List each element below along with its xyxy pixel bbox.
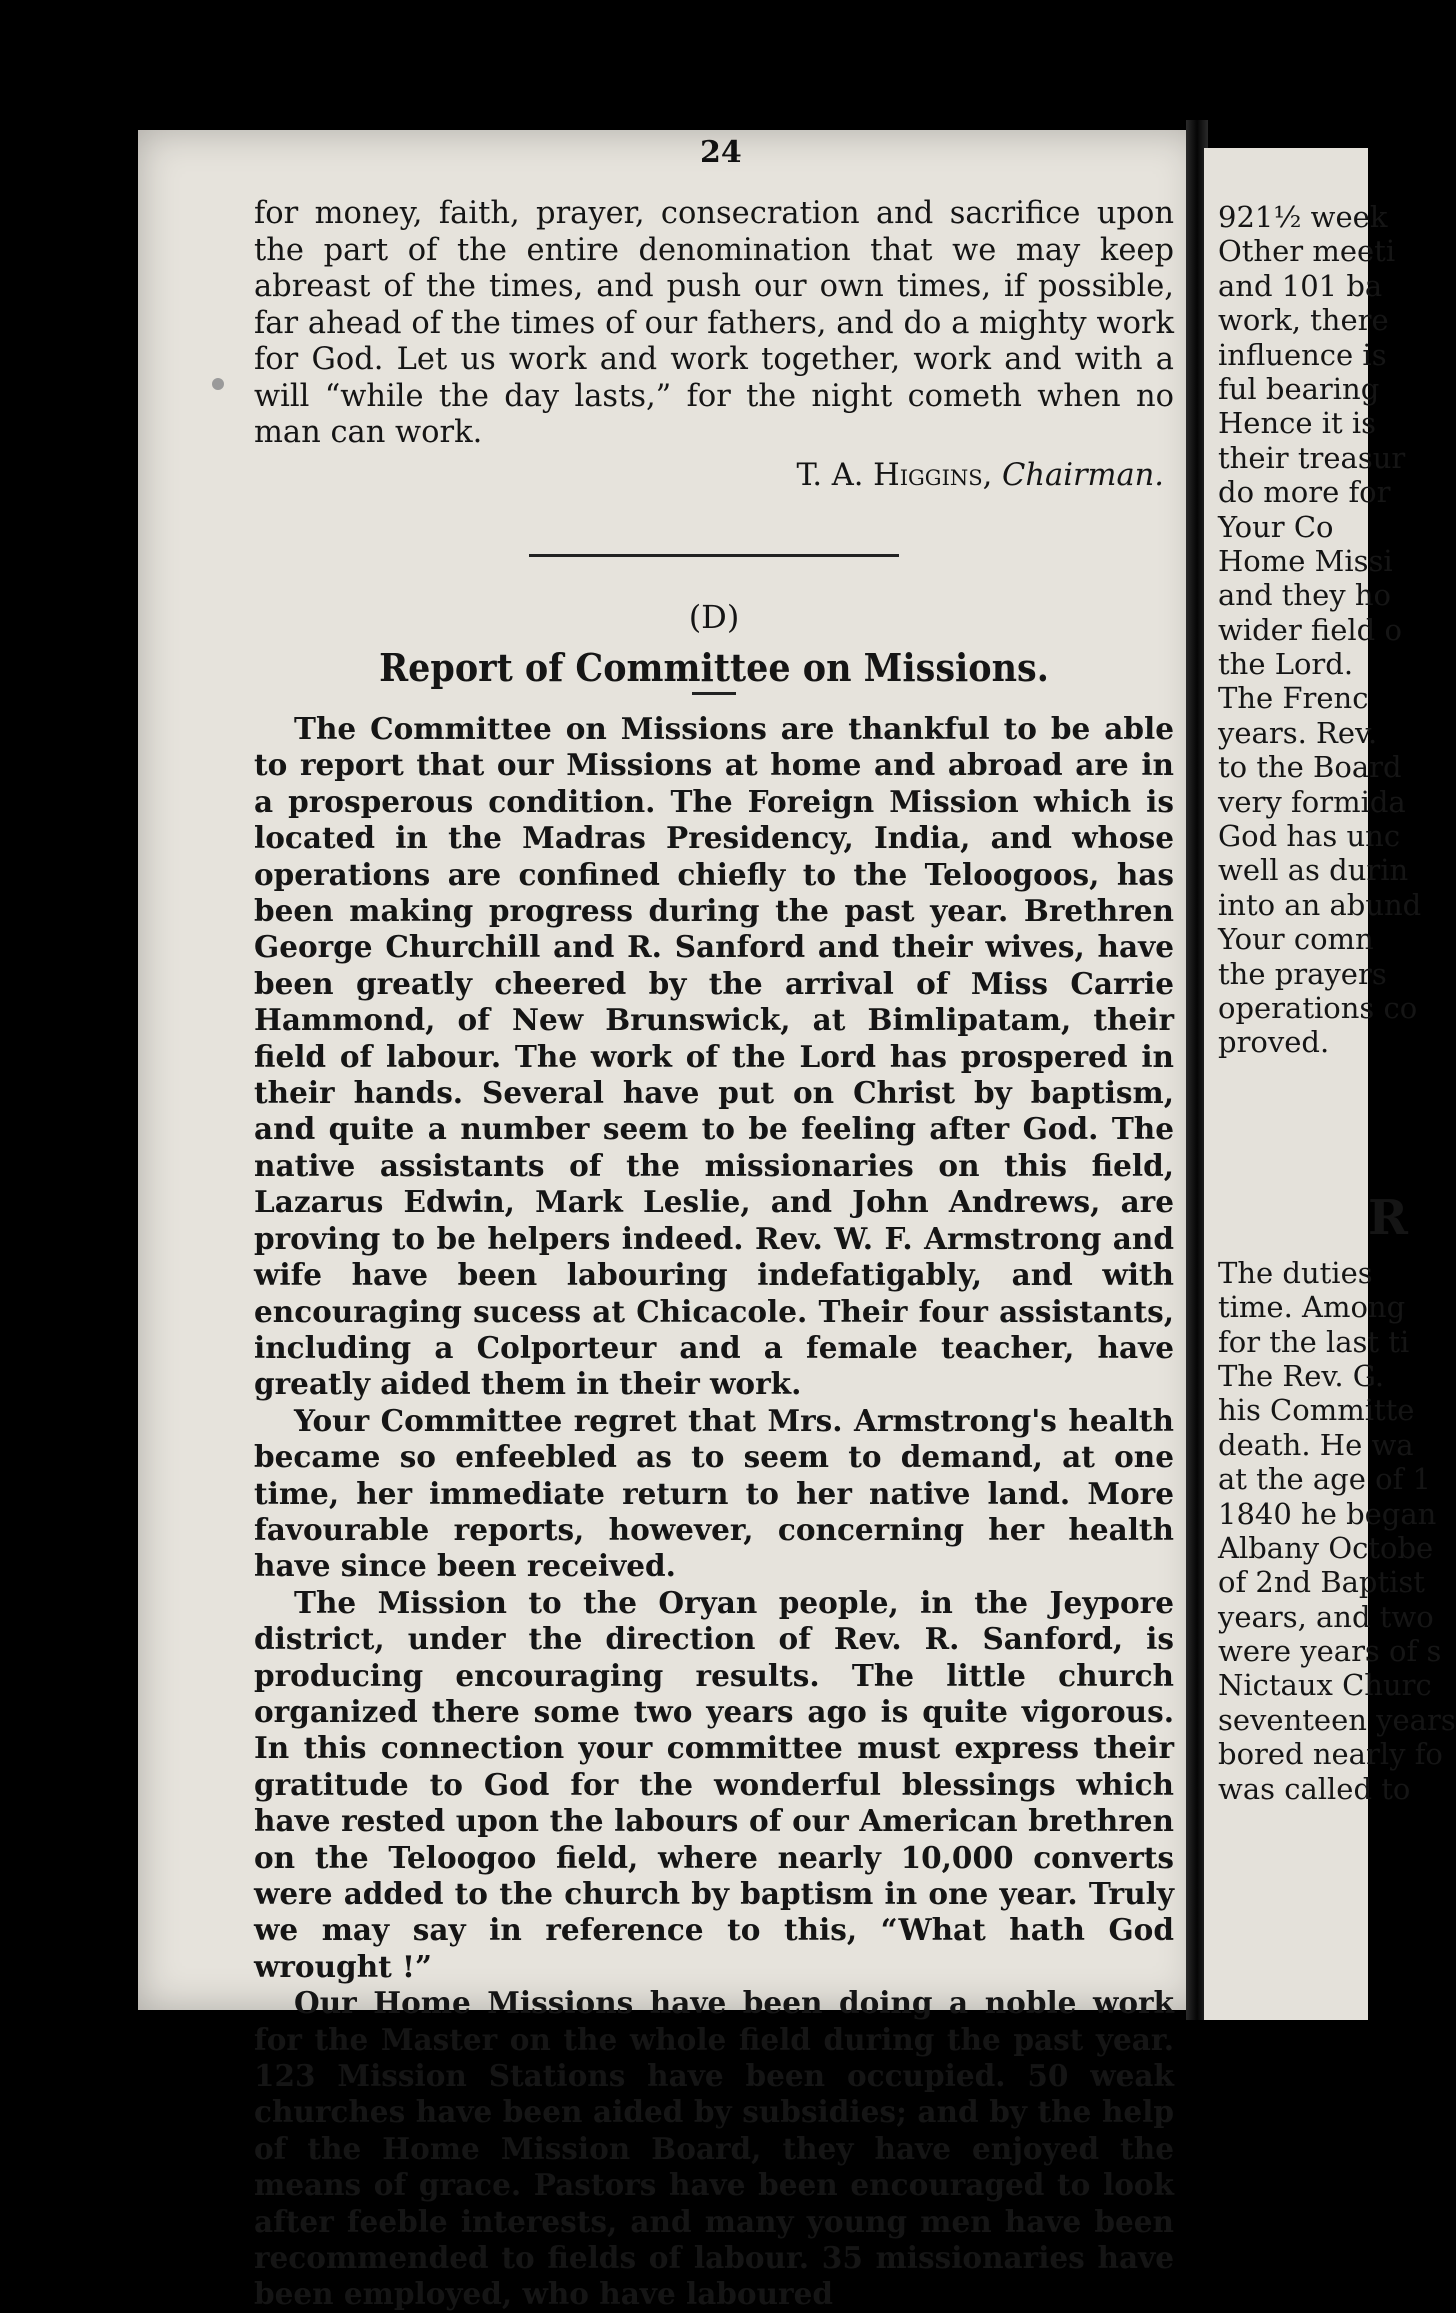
report-body [254,711,1174,2313]
right-line: death. He wa [1218,1427,1414,1462]
report-paragraph: The Mission to the Oryan people, in the Jeypore district, under the direction of Rev. R. Sanford, is producing encouraging results. The little church organized there some two years ago is quite vigorous. In this connection your committee must express their gratitude to God for the wonderful blessings which have rested upon the labours of our American brethren on the Teloogoo field, where nearly 10,000 converts were added to the church by baptism in one year. Truly we may say in reference to this, “What hath God wrought !” [254,1584,1174,1984]
right-line: Your Co [1218,509,1334,544]
right-line: operations co [1218,990,1418,1025]
right-line: was called to [1218,1771,1411,1806]
right-line: Your comn [1218,922,1374,957]
right-line: Hence it is [1218,406,1377,441]
report-paragraph: The Committee on Missions are thankful to be able to report that our Missions at home and abroad are in a prosperous condition. The Foreign Mission which is located in the Madras Presidency, India, and whose operations are confined chiefly to the Teloogoos, has been making progress during the past year. Brethren George Churchill and R. Sanford and their wives, have been greatly cheered by the arrival of Miss Carrie Hammond, of New Brunswick, at Bimlipatam, their field of labour. The work of the Lord has prospered in their hands. Several have put on Christ by baptism, and quite a number seem to be feeling after God. The native assistants of the missionaries on this field, Lazarus Edwin, Mark Leslie, and John Andrews, are proving to be helpers indeed. Rev. W. F. Armstrong and wife have been labouring indefatigably, and with encouraging sucess at Chicacole. Their four assistants, including a Colporteur and a female teacher, have greatly aided them in their work. [254,711,1174,1402]
signature-name: T. A. Higgins, [796,457,993,493]
intro-paragraph: for money, faith, prayer, consecration and sacrifice upon the part of the entire denomination that we may keep abreast of the times, and push our own times, if possible, far ahead of the times of our fathers, and do a mighty work for God. Let us work and work together, work and with a will “while the day lasts,” for the night cometh when no man can work. [254,196,1174,450]
right-line: of 2nd Baptist [1218,1565,1425,1600]
title-underline [692,692,736,695]
signature-title: Chairman. [1002,457,1164,493]
right-line: proved. [1218,1025,1330,1060]
right-line: work, there [1218,303,1389,338]
right-line: The duties [1218,1255,1373,1290]
right-line: at the age of 1 [1218,1462,1431,1497]
right-line: Nictaux Churc [1218,1668,1432,1703]
right-line: 1840 he began [1218,1496,1437,1531]
section-letter: (D) [688,598,740,636]
right-line: years. Rev. [1218,715,1378,750]
left-page-text [254,196,1174,2313]
right-line: wider field o [1218,612,1402,647]
right-line: seventeen years [1218,1702,1456,1737]
right-page-heading: R [1368,1189,1408,1246]
margin-mark [212,378,224,390]
right-line: bored nearly fo [1218,1737,1443,1772]
report-title: Report of Committee on Missions. [379,644,1049,690]
right-line: his Committe [1218,1393,1415,1428]
right-line: ful bearing [1218,371,1380,406]
right-line: well as durin [1218,853,1409,888]
right-line: The Rev. G. [1218,1358,1385,1393]
section-divider [529,554,899,557]
right-line: the Lord. [1218,647,1354,682]
right-line: the prayers [1218,956,1387,991]
right-line: The Frenc [1218,681,1369,716]
right-line: Albany Octobe [1218,1530,1434,1565]
right-line: very formida [1218,784,1406,819]
right-line: for the last ti [1218,1324,1410,1359]
right-page-gap [1218,1060,1418,1180]
signature [254,458,1174,495]
right-line: Home Missi [1218,543,1393,578]
right-line: Other meeti [1218,234,1396,269]
right-line: years, and two [1218,1599,1434,1634]
right-line: 921½ week [1218,200,1388,234]
right-line: to the Board [1218,750,1402,785]
right-line: and they ho [1218,578,1391,613]
report-paragraph: Our Home Missions have been doing a noble work for the Master on the whole field during the past year. 123 Mission Stations have been occupied. 50 weak churches have been aided by subsidies; and by the help of the Home Mission Board, they have enjoyed the means of grace. Pastors have been encouraged to look after feeble interests, and many young men have been recommended to fields of labour. 35 missionaries have been employed, who have laboured [254,1985,1174,2312]
right-line: were years of s [1218,1634,1442,1669]
right-line: do more for [1218,475,1391,510]
right-line: their treasur [1218,440,1406,475]
right-line: into an abund [1218,887,1422,922]
right-line: influence is [1218,337,1387,372]
right-line: and 101 ba [1218,268,1383,303]
right-line: time. Among [1218,1290,1406,1325]
page-number: 24 [700,135,742,170]
right-line: God has unc [1218,819,1401,854]
report-paragraph: Your Committee regret that Mrs. Armstrong's health became so enfeebled as to seem to demand, at one time, her immediate return to her native land. More favourable reports, however, concerning her health have since been received. [254,1402,1174,1584]
right-page-text [1218,200,1456,1806]
